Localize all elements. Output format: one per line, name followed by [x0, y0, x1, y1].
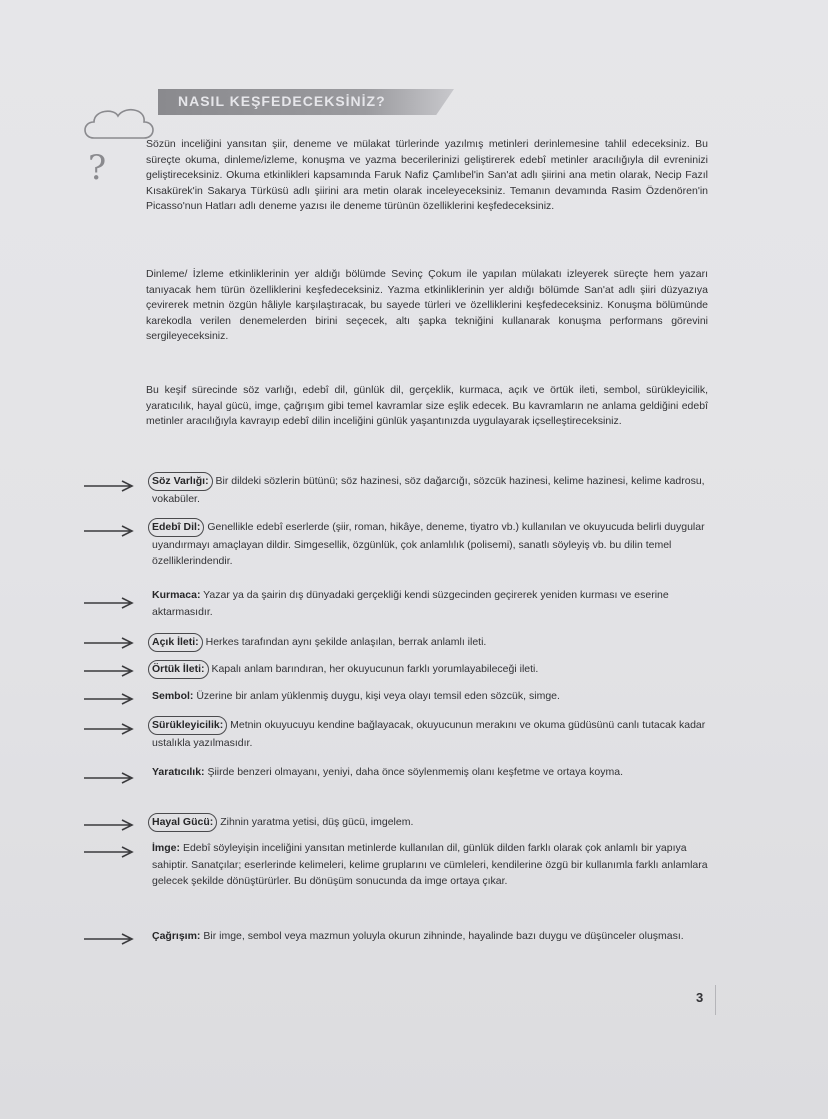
term-definition: Edebî söyleyişin inceliğini yansıtan metinlerde kullanılan dil, günlük dilden farklı olarak çok anlamlı bir yapıya sahiptir. Sanatçılar; eserlerinde kelimeleri, kelime gruplarını ve cümleleri, kendilerine özgü bir kullanımla farklı anlamlara gelecek şekilde dönüştürürler. Bu dönüşüm sonucunda da imge ortaya çıkar. — [152, 842, 708, 887]
term-imge — [152, 840, 714, 890]
arrow-icon — [82, 664, 136, 678]
page-number: 3 — [696, 990, 704, 1005]
term-definition: Bir imge, sembol veya mazmun yoluyla okurun zihninde, hayalinde bazı duygu ve düşünceler oluşması. — [203, 930, 684, 942]
term-label: Edebî Dil: — [148, 518, 204, 537]
term-label: Çağrışım: — [152, 930, 201, 942]
term-definition: Kapalı anlam barındıran, her okuyucunun farklı yorumlayabileceği ileti. — [211, 663, 539, 675]
term-definition: Genellikle edebî eserlerde (şiir, roman, hikâye, deneme, tiyatro vb.) kullanılan ve okuyucuda belirli duygular uyandırmayı amaçlayan dildir. Simgesellik, özgünlük, çok anlamlılık (polisemi), sanatlı söyleyiş vb. bu dilin temel özelliklerindendir. — [152, 521, 705, 567]
term-label: Hayal Gücü: — [148, 813, 217, 832]
section-title: NASIL KEŞFEDECEKSİNİZ? — [178, 93, 386, 109]
arrow-icon — [82, 932, 136, 946]
term-yaraticilik — [152, 764, 714, 781]
arrow-icon — [82, 692, 136, 706]
term-definition: Şiirde benzeri olmayanı, yeniyi, daha önce söylenmemiş olanı keşfetme ve ortaya koyma. — [207, 766, 623, 778]
term-soz-varligi — [152, 472, 714, 507]
intro-paragraph-2: Dinleme/ İzleme etkinliklerinin yer aldığı bölümde Sevinç Çokum ile yapılan mülakatı izleyerek süreçte hem yazarı tanıyacak hem türün özelliklerini keşfedeceksiniz. Yazma etkinliklerinin yer aldığı bölümde San'at adlı şiiri düzyazıya çevirerek metnin özgün hâliyle karşılaştıracak, bu sayede türleri ve özelliklerini keşfedeceksiniz. Konuşma bölümünde karekodla verilen denemelerden birini seçecek, altı şapka tekniğini kullanarak konuşma performans görevini sergileyeceksiniz. — [146, 268, 708, 343]
arrow-icon — [82, 596, 136, 610]
term-definition: Üzerine bir anlam yüklenmiş duygu, kişi veya olayı temsil eden sözcük, simge. — [196, 690, 560, 702]
arrow-icon — [82, 771, 136, 785]
term-label: Örtük İleti: — [148, 660, 209, 679]
term-label: Söz Varlığı: — [148, 472, 213, 491]
term-kurmaca — [152, 587, 714, 620]
term-label: Sembol: — [152, 690, 194, 702]
term-sembol — [152, 688, 714, 705]
arrow-icon — [82, 524, 136, 538]
arrow-icon — [82, 818, 136, 832]
term-acik-ileti — [152, 633, 714, 652]
term-definition: Herkes tarafından aynı şekilde anlaşılan, berrak anlamlı ileti. — [205, 636, 487, 648]
page-number-divider — [715, 985, 716, 1015]
term-definition: Bir dildeki sözlerin bütünü; söz hazinesi, söz dağarcığı, sözcük hazinesi, kelime hazinesi, kelime kadrosu, vokabüler. — [152, 475, 705, 505]
term-definition: Zihnin yaratma yetisi, düş gücü, imgelem. — [220, 816, 414, 828]
term-label: Açık İleti: — [148, 633, 203, 652]
term-definition: Yazar ya da şairin dış dünyadaki gerçekliği kendi süzgecinden geçirerek yeniden kurması ve eserine aktarmasıdır. — [152, 589, 669, 618]
arrow-icon — [82, 479, 136, 493]
term-definition: Metnin okuyucuyu kendine bağlayacak, okuyucunun merakını ve okuma güdüsünü canlı tutacak kadar ustalıkla yazılmasıdır. — [152, 719, 706, 749]
intro-paragraph-1: Sözün inceliğini yansıtan şiir, deneme ve mülakat türlerinde yazılmış metinleri derinlemesine tahlil edeceksiniz. Bu süreçte okuma, dinleme/izleme, konuşma ve yazma becerilerinizi geliştirerek edebî metinler aracılığıyla dil evreninizi geliştireceksiniz. Okuma etkinlikleri kapsamında Faruk Nafiz Çamlıbel'in San'at adlı şiirini ana metin olarak, Necip Fazıl Kısakürek'in Sakarya Türküsü adlı şiirini ara metin olarak inceleyeceksiniz. Temanın devamında Rasim Özdenören'in Picasso'nun Hatları adlı deneme yazısı ile deneme türünün özelliklerini keşfedeceksiniz. — [146, 138, 708, 213]
question-mark-icon: ? — [88, 148, 107, 188]
term-cagrisim — [152, 928, 714, 945]
term-label: İmge: — [152, 842, 181, 854]
arrow-icon — [82, 845, 136, 859]
term-hayal-gucu — [152, 813, 714, 832]
term-label: Kurmaca: — [152, 589, 201, 601]
term-label: Sürükleyicilik: — [148, 716, 227, 735]
term-ortuk-ileti — [152, 660, 714, 679]
term-label: Yaratıcılık: — [152, 766, 205, 778]
term-edebi-dil — [152, 518, 714, 570]
intro-paragraph-3: Bu keşif sürecinde söz varlığı, edebî dil, günlük dil, gerçeklik, kurmaca, açık ve örtük ileti, sembol, sürükleyicilik, yaratıcılık, hayal gücü, imge, çağrışım gibi temel kavramlar size eşlik edecek. Bu kavramların ne anlama geldiğini edebî metinler aracılığıyla kavrayıp edebî dilin inceliğini günlük yaşantınızda uygulayarak içselleştireceksiniz. — [146, 384, 708, 428]
term-surukleyicilik — [152, 716, 714, 751]
arrow-icon — [82, 722, 136, 736]
arrow-icon — [82, 636, 136, 650]
